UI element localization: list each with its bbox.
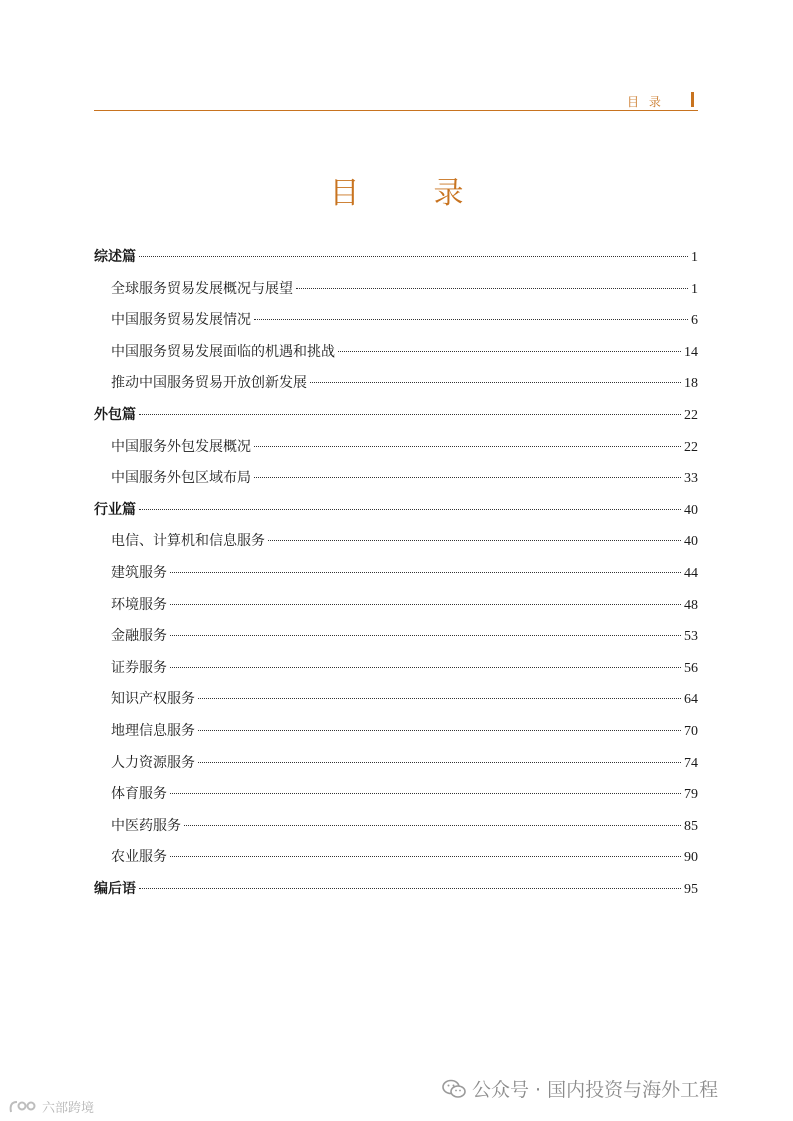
toc-page-number: 74 [684,755,698,771]
dot-leader [170,856,681,857]
dot-leader [170,793,681,794]
dot-leader [198,698,681,699]
toc-entry-row[interactable] [94,749,698,781]
toc-entry-title: 证券服务 [111,659,167,676]
toc-page-number: 85 [684,818,698,834]
toc-page-number: 14 [684,344,698,360]
toc-entry-row[interactable] [94,338,698,370]
dot-leader [139,414,681,415]
toc-entry-row[interactable] [94,433,698,465]
table-of-contents [94,243,698,906]
running-header: 目 录 [627,95,664,109]
toc-entry-title: 体育服务 [111,786,167,803]
dot-leader [170,635,681,636]
toc-section-row[interactable] [94,243,698,275]
toc-page-number: 53 [684,629,698,645]
toc-entry-row[interactable] [94,369,698,401]
toc-page-number: 56 [684,660,698,676]
dot-leader [296,288,688,289]
toc-entry-title: 编后语 [94,880,136,897]
dot-leader [170,572,681,573]
toc-entry-title: 知识产权服务 [111,691,195,708]
toc-section-row[interactable] [94,401,698,433]
toc-entry-title: 农业服务 [111,849,167,866]
dot-leader [310,382,681,383]
wechat-watermark [442,1075,718,1102]
dot-leader [139,888,681,889]
toc-entry-title: 中国服务贸易发展情况 [111,312,251,329]
toc-entry-title: 环境服务 [111,596,167,613]
toc-page-number: 79 [684,787,698,803]
toc-entry-title: 全球服务贸易发展概况与展望 [111,280,293,297]
toc-entry-title: 人力资源服务 [111,754,195,771]
toc-page-number: 40 [684,502,698,518]
toc-entry-row[interactable] [94,685,698,717]
toc-entry-title: 中国服务外包发展概况 [111,438,251,455]
header-divider [94,110,698,111]
toc-page-number: 18 [684,376,698,392]
toc-page-number: 44 [684,565,698,581]
dot-leader [254,446,681,447]
toc-entry-title: 综述篇 [94,249,136,265]
toc-entry-row[interactable] [94,591,698,623]
toc-page-number: 6 [691,313,698,329]
toc-entry-title: 电信、计算机和信息服务 [111,533,265,550]
toc-entry-title: 推动中国服务贸易开放创新发展 [111,375,307,392]
toc-page-number: 64 [684,692,698,708]
dot-leader [338,351,681,352]
toc-entry-row[interactable] [94,622,698,654]
dot-leader [139,256,688,257]
dot-leader [254,319,688,320]
toc-page-number: 40 [684,534,698,550]
dot-leader [170,667,681,668]
corner-logo [8,1097,94,1116]
toc-entry-row[interactable] [94,717,698,749]
toc-page-number: 1 [691,250,698,265]
toc-page-number: 1 [691,281,698,297]
toc-page-number: 90 [684,850,698,866]
wechat-icon [442,1079,466,1099]
dot-leader [170,604,681,605]
toc-section-row[interactable] [94,875,698,907]
toc-entry-title: 建筑服务 [111,564,167,581]
dot-leader [254,477,681,478]
toc-page-number: 22 [684,407,698,423]
toc-page-number: 95 [684,881,698,897]
toc-entry-title: 金融服务 [111,628,167,645]
toc-entry-row[interactable] [94,559,698,591]
toc-section-row[interactable] [94,496,698,528]
brand-mark-icon [8,1099,38,1115]
toc-entry-title: 地理信息服务 [111,722,195,739]
toc-page-number: 33 [684,471,698,487]
toc-entry-row[interactable] [94,654,698,686]
toc-entry-row[interactable] [94,843,698,875]
toc-page-number: 22 [684,439,698,455]
toc-entry-title: 外包篇 [94,406,136,423]
toc-page-number: 48 [684,597,698,613]
toc-entry-title: 中国服务贸易发展面临的机遇和挑战 [111,343,335,360]
toc-entry-row[interactable] [94,780,698,812]
toc-entry-title: 中医药服务 [111,817,181,834]
dot-leader [184,825,681,826]
dot-leader [198,730,681,731]
toc-entry-row[interactable] [94,527,698,559]
dot-leader [268,540,681,541]
dot-leader [139,509,681,510]
dot-leader [198,762,681,763]
corner-logo-text: 六部跨境 [42,1101,95,1116]
toc-entry-title: 中国服务外包区域布局 [111,470,251,487]
toc-entry-row[interactable] [94,464,698,496]
toc-page-number: 70 [684,723,698,739]
toc-entry-row[interactable] [94,275,698,307]
header-accent-bar [691,92,694,107]
watermark-text: 公众号 · 国内投资与海外工程 [472,1079,719,1101]
toc-entry-row[interactable] [94,306,698,338]
toc-entry-title: 行业篇 [94,501,136,518]
toc-entry-row[interactable] [94,812,698,844]
page-title: 目 录 [329,176,486,211]
